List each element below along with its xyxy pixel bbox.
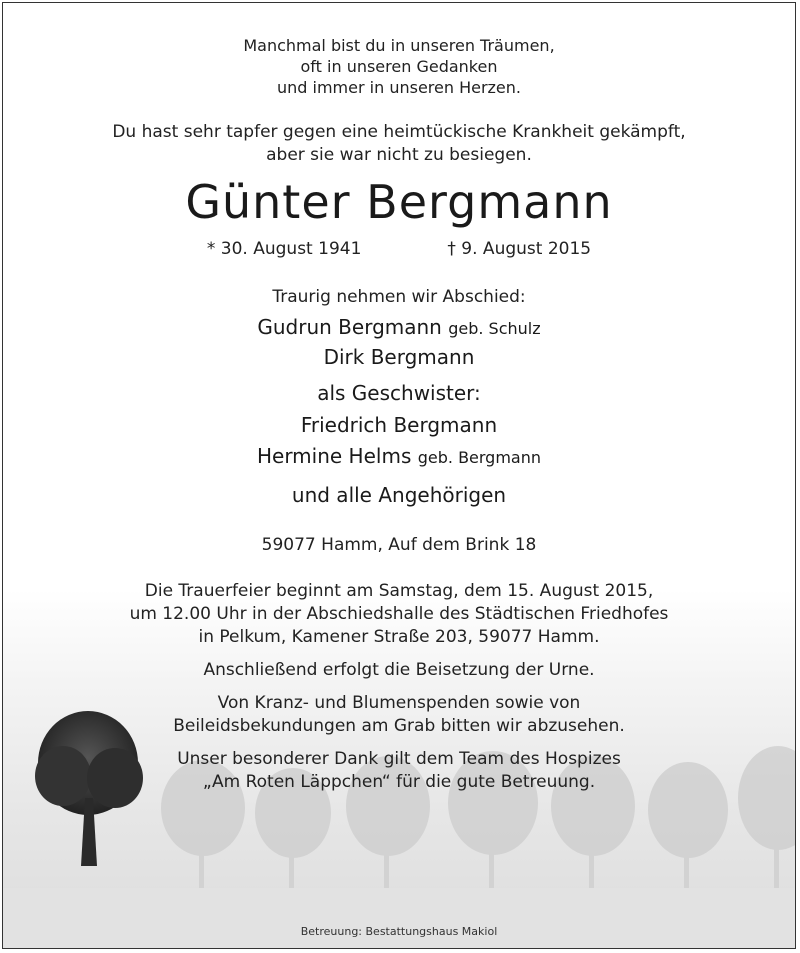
service-line: Die Trauerfeier beginnt am Samstag, dem 15. August 2015, [144, 581, 654, 601]
service-line: um 12.00 Uhr in der Abschiedshalle des Städtischen Friedhofes [129, 604, 669, 624]
mourners-others: und alle Angehörigen [291, 483, 507, 507]
deceased-name: Günter Bergmann [185, 175, 613, 229]
life-dates [3, 237, 795, 261]
mourner-son: Dirk Bergmann [323, 345, 475, 369]
tribute-line: Du hast sehr tapfer gegen eine heimtückische Krankheit gekämpft, [112, 122, 686, 142]
undertaker-credit: Betreuung: Bestattungshaus Makiol [300, 925, 498, 938]
thanks-line: „Am Roten Läppchen“ für die gute Betreuung. [202, 772, 596, 792]
verse-line: oft in unseren Gedanken [300, 57, 498, 76]
maiden-name: geb. Schulz [448, 319, 541, 338]
mourner-name: Gudrun Bergmann [257, 315, 442, 339]
birth-date: * 30. August 1941 [206, 239, 362, 259]
thanks-line: Unser besonderer Dank gilt dem Team des Hospizes [177, 749, 621, 769]
obituary-notice [2, 2, 796, 949]
flowers-line: Beileidsbekundungen am Grab bitten wir abzusehen. [173, 716, 625, 736]
mourner-wife [3, 315, 795, 339]
family-address: 59077 Hamm, Auf dem Brink 18 [261, 535, 537, 555]
service-line: in Pelkum, Kamener Straße 203, 59077 Hamm. [198, 627, 600, 647]
mourners-intro: Traurig nehmen wir Abschied: [272, 287, 526, 307]
verse-line: und immer in unseren Herzen. [277, 78, 521, 97]
burial-note: Anschließend erfolgt die Beisetzung der Urne. [203, 660, 595, 680]
verse-line: Manchmal bist du in unseren Träumen, [243, 36, 555, 55]
siblings-heading: als Geschwister: [317, 381, 481, 405]
maiden-name: geb. Bergmann [417, 448, 542, 467]
mourner-name: Hermine Helms [256, 444, 412, 468]
mourner-brother: Friedrich Bergmann [300, 413, 498, 437]
death-date: † 9. August 2015 [447, 239, 592, 259]
tribute-line: aber sie war nicht zu besiegen. [266, 145, 532, 165]
flowers-line: Von Kranz- und Blumenspenden sowie von [217, 693, 581, 713]
mourner-sister [3, 444, 795, 468]
